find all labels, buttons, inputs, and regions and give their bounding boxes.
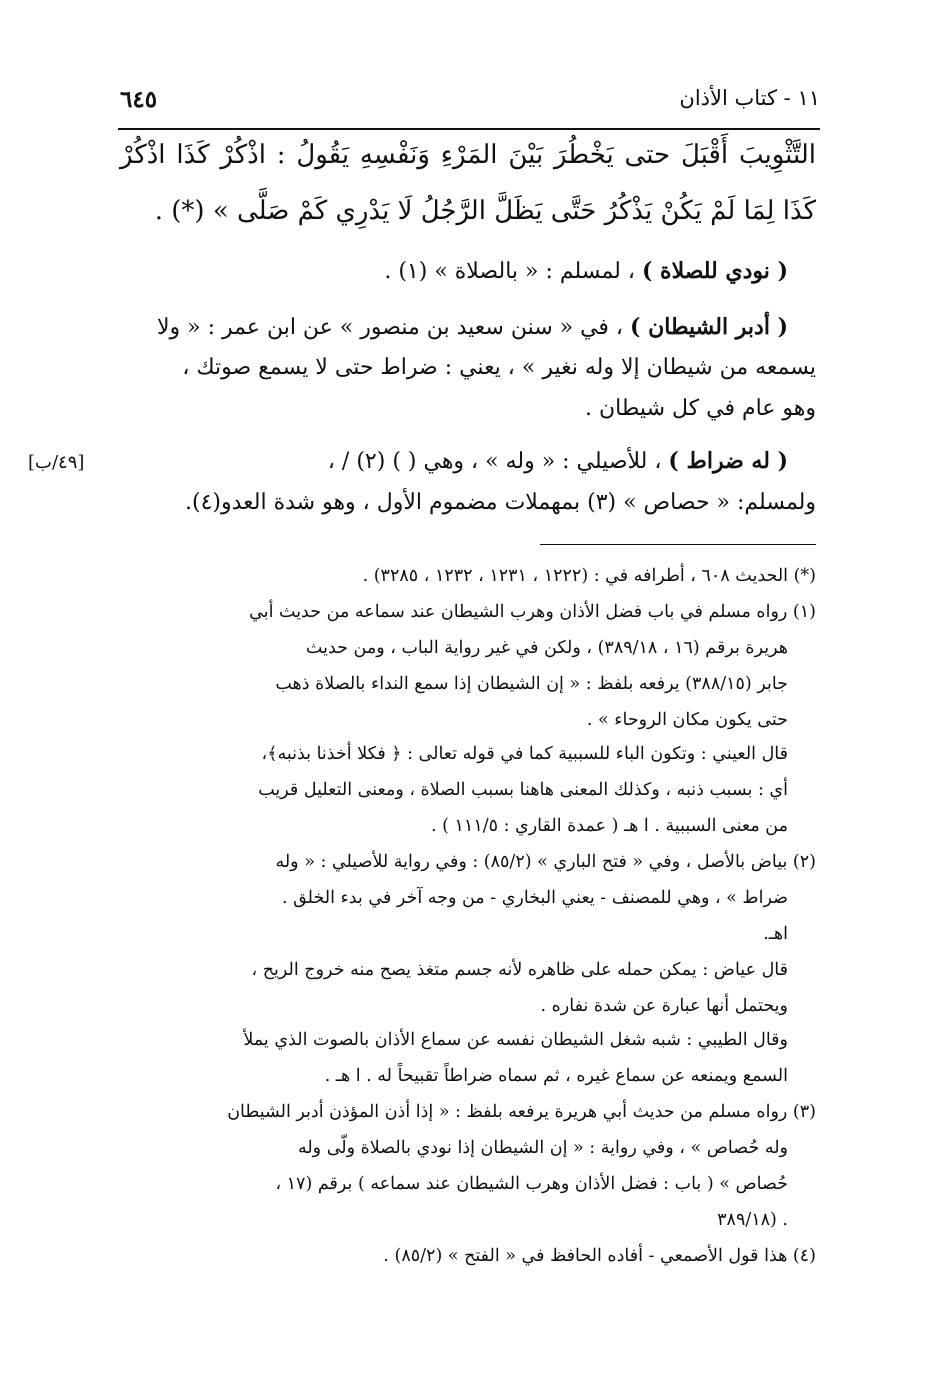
footnote-1-line-6: أي : بسبب ذنبه ، وكذلك المعنى هاهنا بسبب الصلاة ، ومعنى التعليل قريب: [258, 780, 788, 800]
footnote-2-line-1: (٢) بياض بالأصل ، وفي « فتح الباري » (٨٥/٢) : وفي رواية للأصيلي : « وله: [275, 852, 816, 872]
para-shaytan-line-3: وهو عام في كل شيطان .: [585, 396, 816, 421]
footnote-rule: [540, 544, 816, 545]
para-shaytan-term: ( أدبر الشيطان ): [630, 314, 788, 340]
hadith-line-1: التَّثْوِيبَ أَقْبَلَ حتى يَخْطُرَ بَيْنَ المَرْءِ وَنَفْسِهِ يَقُولُ : اذْكُرْ كَذَا اذْكُرْ: [120, 140, 816, 170]
page-number: ٦٤٥: [120, 86, 158, 113]
para-shaytan-text: ، في « سنن سعيد بن منصور » عن ابن عمر : « ولا: [156, 315, 624, 340]
para-dirat-line-2: ولمسلم: « حصاص » (٣) بمهملات مضموم الأول ، وهو شدة العدو(٤).: [185, 490, 816, 515]
para-salat-text: ، لمسلم : « بالصلاة » (١) .: [384, 259, 635, 284]
footnote-3-line-4: . (٣٨٩/١٨: [717, 1210, 788, 1230]
footnote-4-line-1: (٤) هذا قول الأصمعي - أفاده الحافظ في « الفتح » (٨٥/٢) .: [383, 1246, 816, 1266]
footnote-1-line-1: (١) رواه مسلم في باب فضل الأذان وهرب الشيطان عند سماعه من حديث أبي: [249, 602, 816, 622]
footnote-1-line-3: جابر (٣٨٨/١٥) يرفعه بلفظ : « إن الشيطان إذا سمع النداء بالصلاة ذهب: [275, 674, 788, 694]
footnote-2-line-2: ضراط » ، وهي للمصنف - يعني البخاري - من وجه آخر في بدء الخلق .: [281, 888, 788, 908]
para-salat: [384, 258, 788, 284]
para-salat-term: ( نودي للصلاة ): [641, 258, 788, 284]
footnote-3-line-2: وله حُصاص » ، وفي رواية : « إن الشيطان إذا نودي بالصلاة ولّى وله: [297, 1138, 788, 1158]
footnote-3-line-3: حُصاص » ( باب : فضل الأذان وهرب الشيطان عند سماعه ) برقم (١٧ ،: [275, 1174, 788, 1194]
footnote-1-line-7: من معنى السببية . ا هـ ( عمدة القاري : ١١١/٥ ) .: [431, 816, 788, 836]
para-shaytan-line-2: يسمعه من شيطان إلا وله نغير » ، يعني : ضراط حتى لا يسمع صوتك ،: [182, 355, 816, 380]
footnote-1-line-5: قال العيني : وتكون الباء للسببية كما في قوله تعالى : ﴿ فكلا أخذنا بذنبه﴾،: [261, 744, 788, 764]
chapter-title: ١١ - كتاب الأذان: [679, 86, 820, 110]
footnote-3-line-1: (٣) رواه مسلم من حديث أبي هريرة يرفعه بلفظ : « إذا أذن المؤذن أدبر الشيطان: [227, 1102, 816, 1122]
footnote-2-line-4: قال عياض : يمكن حمله على ظاهره لأنه جسم متغذ يصح منه خروج الريح ،: [251, 960, 788, 980]
para-dirat-term: ( له ضراط ): [668, 448, 788, 474]
footnote-1-line-4: حتى يكون مكان الروحاء » .: [586, 710, 788, 730]
footnote-star: (*) الحديث ٦٠٨ ، أطرافه في : (١٢٢٢ ، ١٢٣١ ، ١٢٣٢ ، ٣٢٨٥) .: [362, 566, 816, 586]
footnote-2-line-3: اهـ.: [763, 924, 788, 944]
para-shaytan-line-1: [157, 314, 788, 340]
header-rule: [118, 128, 820, 130]
manuscript-folio-ref: [٤٩/ب]: [28, 452, 85, 473]
footnote-2-line-5: ويحتمل أنها عبارة عن شدة نفاره .: [540, 996, 788, 1016]
page-header: [120, 86, 820, 122]
para-dirat-line-1: [328, 448, 788, 474]
footnote-1-line-2: هريرة برقم (١٦ ، ٣٨٩/١٨) ، ولكن في غير رواية الباب ، ومن حديث: [305, 638, 788, 658]
footnote-2-line-7: السمع ويمنعه عن سماع غيره ، ثم سماه ضراطاً تقبيحاً له . ا هـ .: [324, 1066, 788, 1086]
footnote-2-line-6: وقال الطيبي : شبه شغل الشيطان نفسه عن سماع الأذان بالصوت الذي يملأ: [243, 1030, 788, 1050]
para-dirat-text: ، للأصيلي : « وله » ، وهي ( ) (٢) / ،: [327, 449, 662, 474]
hadith-line-2: كَذَا لِمَا لَمْ يَكُنْ يَذْكُرُ حَتَّى يَظَلَّ الرَّجُلُ لَا يَدْرِي كَمْ صَلَّى » (*) .: [154, 196, 816, 226]
